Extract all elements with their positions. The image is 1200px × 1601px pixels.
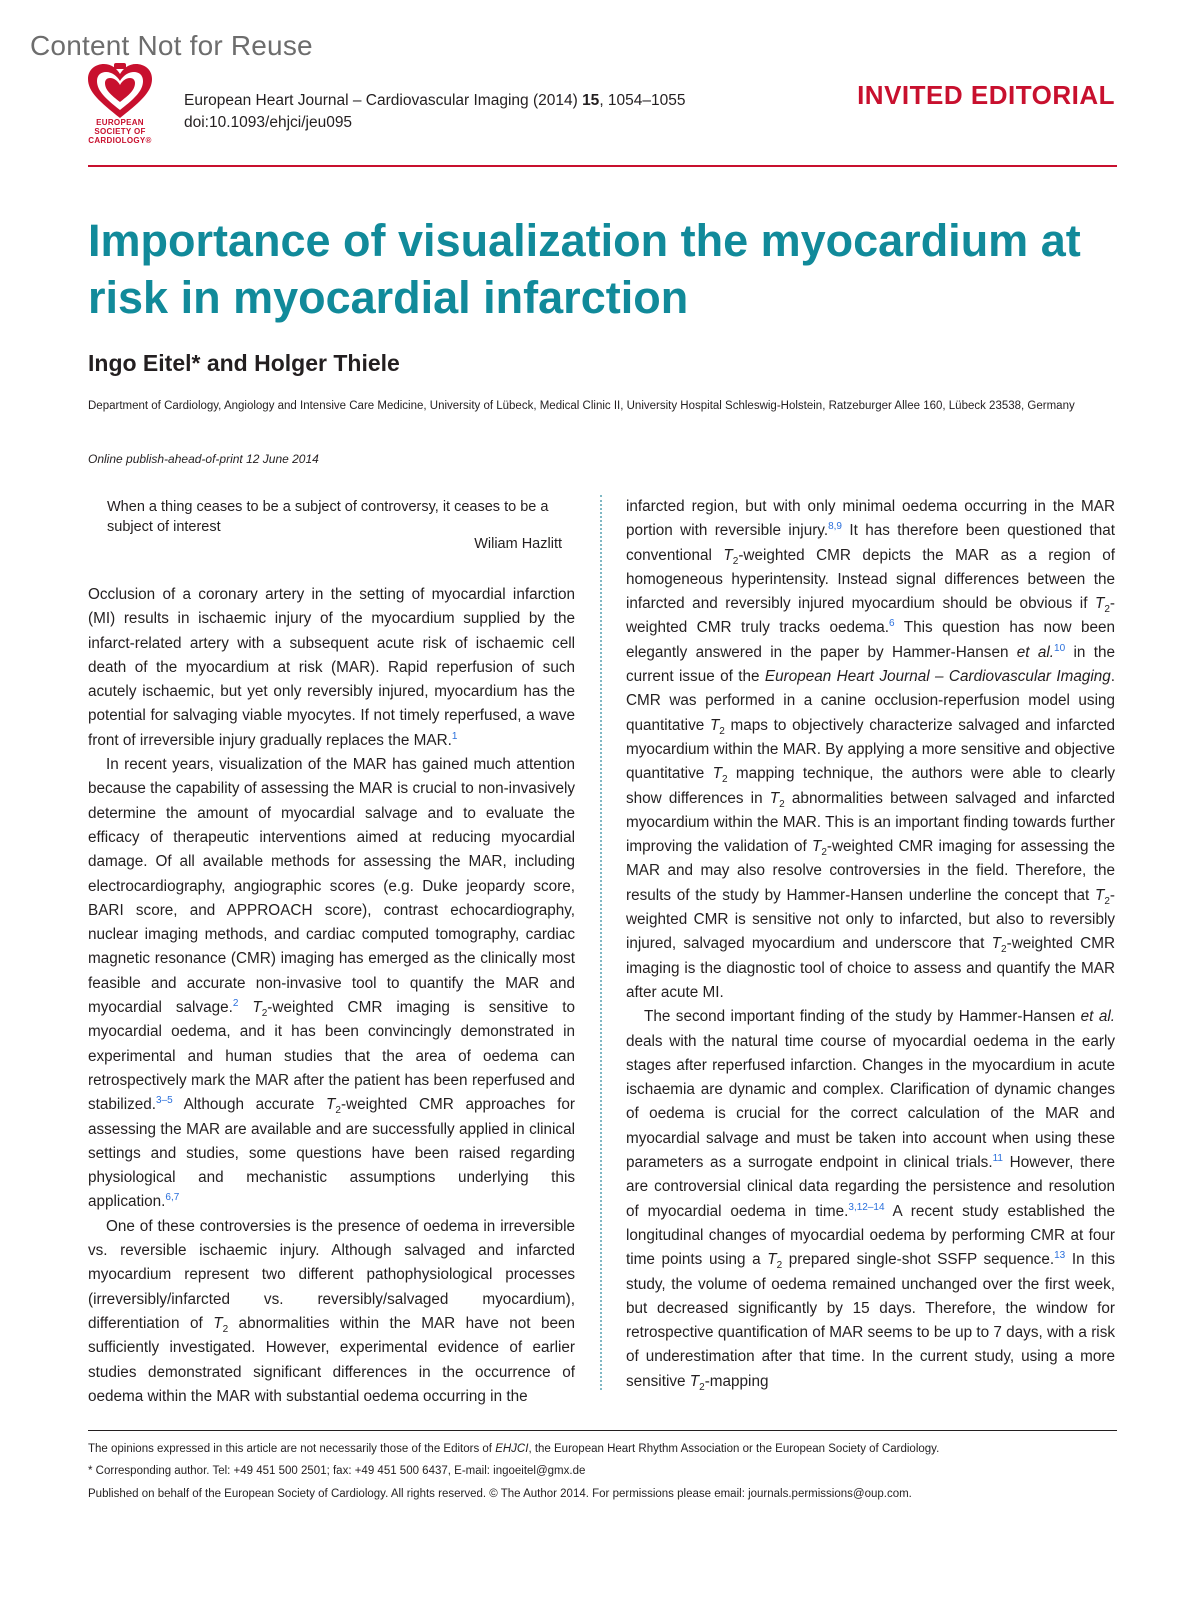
journal-volume: 15 [582, 92, 600, 109]
online-date: Online publish-ahead-of-print 12 June 2014 [88, 452, 319, 466]
article-type-label: INVITED EDITORIAL [857, 80, 1115, 110]
column-divider [600, 495, 602, 1390]
citation[interactable]: 8,9 [828, 521, 842, 533]
article-title: Importance of visualization the myocardium at risk in myocardial infarction [88, 215, 1081, 323]
paragraph: One of these controversies is the presence of oedema in irreversible vs. reversible ischaemic injury. Although salvaged and infarcted myocardium represent two different pathophysiological processes (irreversibly/infarcted vs. reversibly/salvaged myocardium), differentiation of $T_2$ abnormalities within the MAR have not been sufficiently investigated. However, experimental evidence of earlier studies demonstrated significant differences in the occurrence of oedema within the MAR with substantial oedema occurring in the [88, 1217, 575, 1405]
citation[interactable]: 6,7 [165, 1192, 180, 1204]
paragraph: Occlusion of a coronary artery in the setting of myocardial infarction (MI) results in ischaemic injury of the myocardium supplied by the infarct-related artery with a subsequent acute risk of ischaemic cell death of the myocardium at risk (MAR). Rapid reperfusion of such acutely ischaemic, but yet only reversibly injured, myocardium has the potential for salvaging viable myocytes. If not timely reperfused, a wave front of irreversible injury gradually replaces the MAR.$^1$ [88, 586, 575, 749]
footnote-divider [88, 1430, 1117, 1431]
footnote-copyright: Published on behalf of the European Society of Cardiology. All rights reserved. © The Author 2014. For permissions please email: journals.permissions@oup.com. [88, 1488, 912, 1500]
citation[interactable]: 10 [1054, 642, 1066, 654]
watermark: Content Not for Reuse [30, 30, 313, 61]
paragraph: In recent years, visualization of the MAR has gained much attention because the capability of assessing the MAR is crucial to non-invasively determine the amount of myocardial salvage and to evaluate the efficacy of therapeutic interventions aimed at reducing myocardial damage. Of all available methods for assessing the MAR, including electrocardiography, angiographic scores (e.g. Duke jeopardy score, BARI score, and APPROACH score), contrast echocardiography, nuclear imaging methods, and cardiac computed tomography, cardiac magnetic resonance (CMR) imaging has emerged as the clinically most feasible and accurate non-invasive tool to quantify the MAR and myocardial salvage.$^2$ $T_2$-weighted CMR imaging is sensitive to myocardial oedema, and it has been convincingly demonstrated in experimental and human studies that the area of oedema can retrospectively mark the MAR after the patient has been reperfused and stabilized.$^{3-5}$ Although accurate $T_2$-weighted CMR approaches for assessing the MAR are available and are successfully applied in clinical settings and studies, some questions have been raised regarding physiological and mechanistic assumptions underlying this application.$^{6,7}$ [88, 756, 576, 1211]
journal-pages: , 1054–1055 [599, 92, 686, 109]
logo-text-line3: CARDIOLOGY® [88, 136, 152, 145]
citation[interactable]: 3,12–14 [848, 1201, 885, 1213]
journal-citation [184, 92, 686, 110]
epigraph-quote: When a thing ceases to be a subject of controversy, it ceases to be a subject of interest [107, 499, 549, 535]
affiliation: Department of Cardiology, Angiology and Intensive Care Medicine, University of Lübeck, Medical Clinic II, University Hospital Schleswig-Holstein, Ratzeburger Allee 160, Lübeck 23538, Germany [88, 400, 1075, 412]
citation[interactable]: 13 [1054, 1250, 1066, 1262]
paragraph: The second important finding of the study by Hammer-Hansen et al. deals with the natural time course of myocardial oedema in the early stages after reperfused infarction. Changes in the myocardium in acute ischaemia are dynamic and complex. Clarification of dynamic changes of oedema is crucial for the correct calculation of the MAR and myocardial salvage and must be taken into account when using these parameters as a surrogate endpoint in clinical trials.$^{11}$ However, there are controversial clinical data regarding the persistence and resolution of myocardial oedema in time.$^{3,12-14}$ A recent study established the longitudinal changes of myocardial oedema by performing CMR at four time points using a $T_2$ prepared single-shot SSFP sequence.$^{13}$ In this study, the volume of oedema remained unchanged over the first week, but decreased significantly by 15 days. Therefore, the window for retrospective quantification of MAR seems to be up to 7 days, with a risk of underestimation after that time. In the current study, using a more sensitive $T_2$-mapping [626, 1008, 1116, 1393]
citation[interactable]: 1 [451, 730, 458, 742]
epigraph-author: Wiliam Hazlitt [474, 536, 562, 552]
footnote-disclaimer [88, 1443, 939, 1455]
citation[interactable]: 3–5 [156, 1095, 173, 1107]
footnote-disclaimer-prefix: The opinions expressed in this article are not necessarily those of the Editors of [88, 1443, 496, 1455]
esc-logo [84, 62, 164, 154]
doi: doi:10.1093/ehjci/jeu095 [184, 114, 353, 131]
citation[interactable]: 2 [232, 997, 239, 1009]
header-divider [88, 165, 1117, 167]
journal-name: European Heart Journal – Cardiovascular Imaging (2014) [184, 92, 583, 109]
citation[interactable]: 11 [992, 1152, 1003, 1164]
footnote-disclaimer-suffix: , the European Heart Rhythm Association or the European Society of Cardiology. [528, 1443, 940, 1455]
citation[interactable]: 6 [889, 618, 895, 630]
paragraph: infarcted region, but with only minimal oedema occurring in the MAR portion with reversible injury.$^{8,9}$ It has therefore been questioned that conventional $T_2$-weighted CMR depicts the MAR as a region of homogeneous hyperintensity. Instead signal differences between the infarcted and reversibly injured myocardium should be obvious if $T_2$-weighted CMR truly tracks oedema.$^6$ This question has now been elegantly answered in the paper by Hammer-Hansen et al.$^{10}$ in the current issue of the European Heart Journal – Cardiovascular Imaging. CMR was performed in a canine occlusion-reperfusion model using quantitative $T_2$ maps to objectively characterize salvaged and infarcted myocardium within the MAR. By applying a more sensitive and objective quantitative $T_2$ mapping technique, the authors were able to clearly show differences in $T_2$ abnormalities between salvaged and infarcted myocardium within the MAR. This is an important finding towards further improving the validation of $T_2$-weighted CMR imaging for assessing the MAR and may also resolve controversies in the field. Therefore, the results of the study by Hammer-Hansen underline the concept that $T_2$-weighted CMR is sensitive not only to infarcted, but also to reversibly injured, salvaged myocardium and underscore that $T_2$-weighted CMR imaging is the diagnostic tool of choice to assess and quantify the MAR after acute MI. [626, 498, 1116, 1001]
logo-text-line2: SOCIETY OF [94, 127, 146, 136]
body-column-left [88, 583, 575, 1409]
heart-icon [84, 62, 156, 122]
authors: Ingo Eitel* and Holger Thiele [88, 350, 400, 376]
logo-text-line1: EUROPEAN [96, 118, 144, 127]
footnote-corresponding-author: * Corresponding author. Tel: +49 451 500 2501; fax: +49 451 500 6437, E-mail: ingoeitel@gmx.de [88, 1465, 586, 1477]
body-column-right [626, 495, 1115, 1394]
footnote-disclaimer-journal: EHJCI [495, 1443, 529, 1455]
